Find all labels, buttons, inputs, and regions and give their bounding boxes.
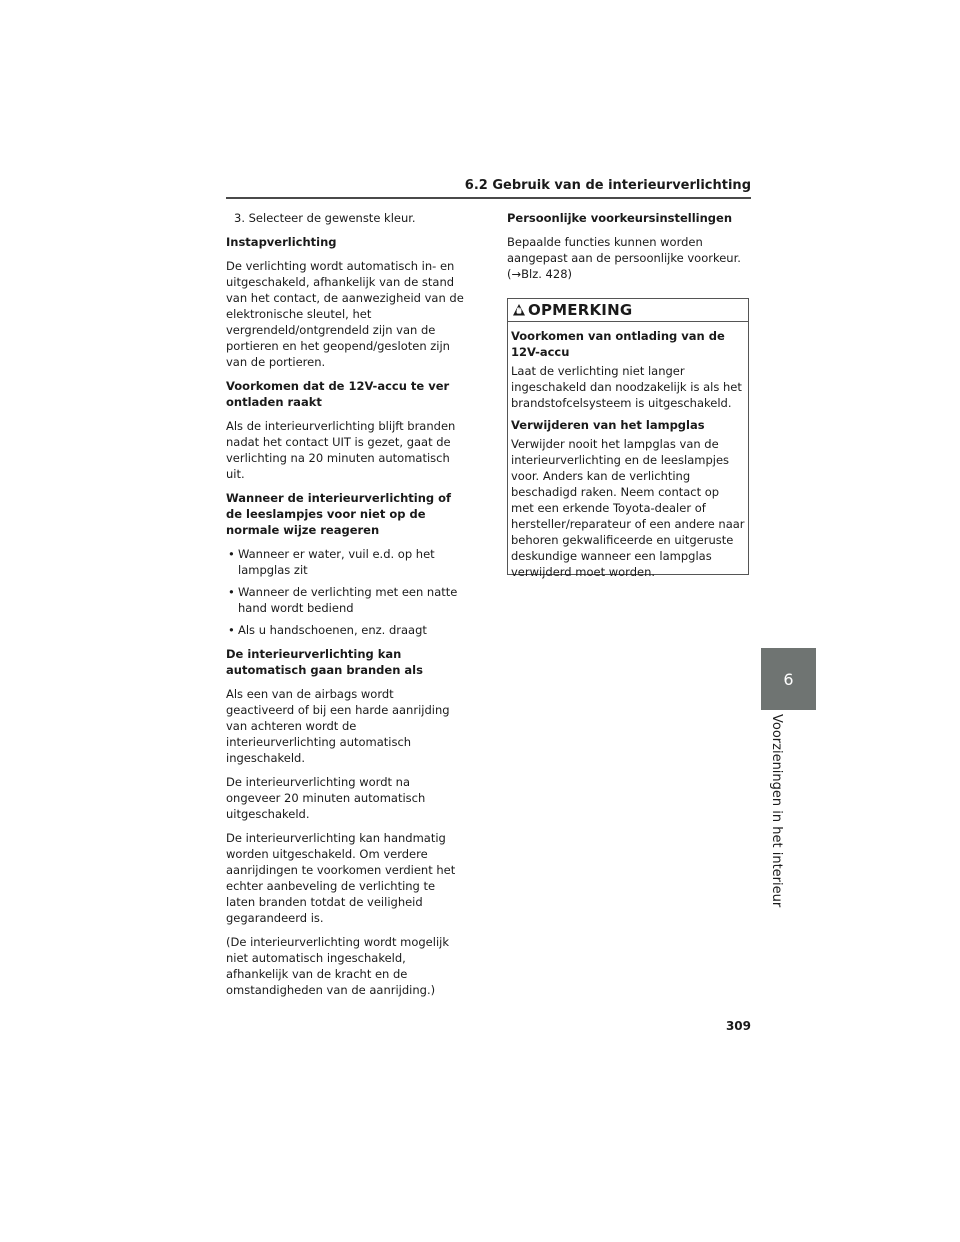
paragraph-persoonlijke-voorkeur: Bepaalde functies kunnen worden aangepast aan de persoonlijke voorkeur. (→Blz. 428) [507, 235, 741, 281]
section-header-title: 6.2 Gebruik van de interieurverlichting [464, 178, 751, 193]
chapter-tab [761, 648, 816, 710]
paragraph-automatisch-3: De interieurverlichting kan handmatig worden uitgeschakeld. Om verdere aanrijdingen te voorkomen verdient het echter aanbeveling de verlichting te laten branden totdat de veiligheid gegarandeerd is. [226, 831, 456, 925]
heading-accu: Voorkomen dat de 12V-accu te ver ontladen raakt [226, 379, 450, 409]
heading-wanneer: Wanneer de interieurverlichting of de leeslampjes voor niet op de normale wijze reageren [226, 491, 452, 537]
paragraph-instapverlichting: De verlichting wordt automatisch in- en uitgeschakeld, afhankelijk van de stand van het contact, de aanwezigheid van de elektronische sleutel, het vergrendeld/ontgrendeld zijn van de portieren en het geopend/gesloten zijn van de portieren. [226, 259, 464, 369]
heading-automatisch: De interieurverlichting kan automatisch gaan branden als [226, 647, 423, 677]
header-rule [226, 197, 751, 199]
notice-heading-2: Verwijderen van het lampglas [511, 418, 705, 432]
notice-paragraph-1: Laat de verlichting niet langer ingeschakeld dan noodzakelijk is als het brandstofcelsysteem is uitgeschakeld. [511, 364, 742, 410]
notice-paragraph-2: Verwijder nooit het lampglas van de interieurverlichting en de leeslampjes voor. Anders kan de verlichting beschadigd raken. Neem contact op met een erkende Toyota-dealer of hersteller/reparateur of een andere naar behoren gekwalificeerde en uitgeruste deskundige wanneer een lampglas verwijderd moet worden. [511, 437, 745, 579]
paragraph-automatisch-4: (De interieurverlichting wordt mogelijk niet automatisch ingeschakeld, afhankelijk van de kracht en de omstandigheden van de aanrijding.) [226, 935, 450, 997]
notice-header [508, 299, 748, 322]
bullet-text: Wanneer er water, vuil e.d. op het lampglas zit [238, 547, 435, 577]
notice-heading-1: Voorkomen van ontlading van de 12V-accu [511, 329, 725, 359]
paragraph-automatisch-1: Als een van de airbags wordt geactiveerd of bij een harde aanrijding van achteren wordt de interieurverlichting automatisch ingeschakeld. [226, 687, 450, 765]
page-number: 309 [725, 1019, 751, 1033]
paragraph-accu: Als de interieurverlichting blijft branden nadat het contact UIT is gezet, gaat de verlichting na 20 minuten automatisch uit. [226, 419, 456, 481]
heading-persoonlijke-voorkeur: Persoonlijke voorkeursinstellingen [507, 211, 733, 225]
bullet-text: Als u handschoenen, enz. draagt [238, 623, 427, 637]
bullet-symbol: • [228, 585, 235, 599]
notice-body [508, 322, 748, 580]
bullet-symbol: • [228, 623, 235, 637]
left-column [226, 210, 464, 1006]
bullet-text: Wanneer de verlichting met een natte hand wordt bediend [238, 585, 458, 615]
step-3: 3. Selecteer de gewenste kleur. [234, 211, 416, 225]
paragraph-automatisch-2: De interieurverlichting wordt na ongeveer 20 minuten automatisch uitgeschakeld. [226, 775, 426, 821]
list-item [226, 546, 464, 578]
warning-hand-icon [512, 303, 526, 317]
chapter-title: Voorzieningen in het interieur [769, 714, 784, 908]
chapter-number: 6 [783, 669, 794, 689]
notice-title: OPMERKING [528, 301, 633, 319]
list-item [226, 622, 464, 638]
right-column [507, 210, 751, 290]
list-item [226, 584, 464, 616]
heading-instapverlichting: Instapverlichting [226, 235, 337, 249]
bullet-symbol: • [228, 547, 235, 561]
notice-box [507, 298, 749, 579]
